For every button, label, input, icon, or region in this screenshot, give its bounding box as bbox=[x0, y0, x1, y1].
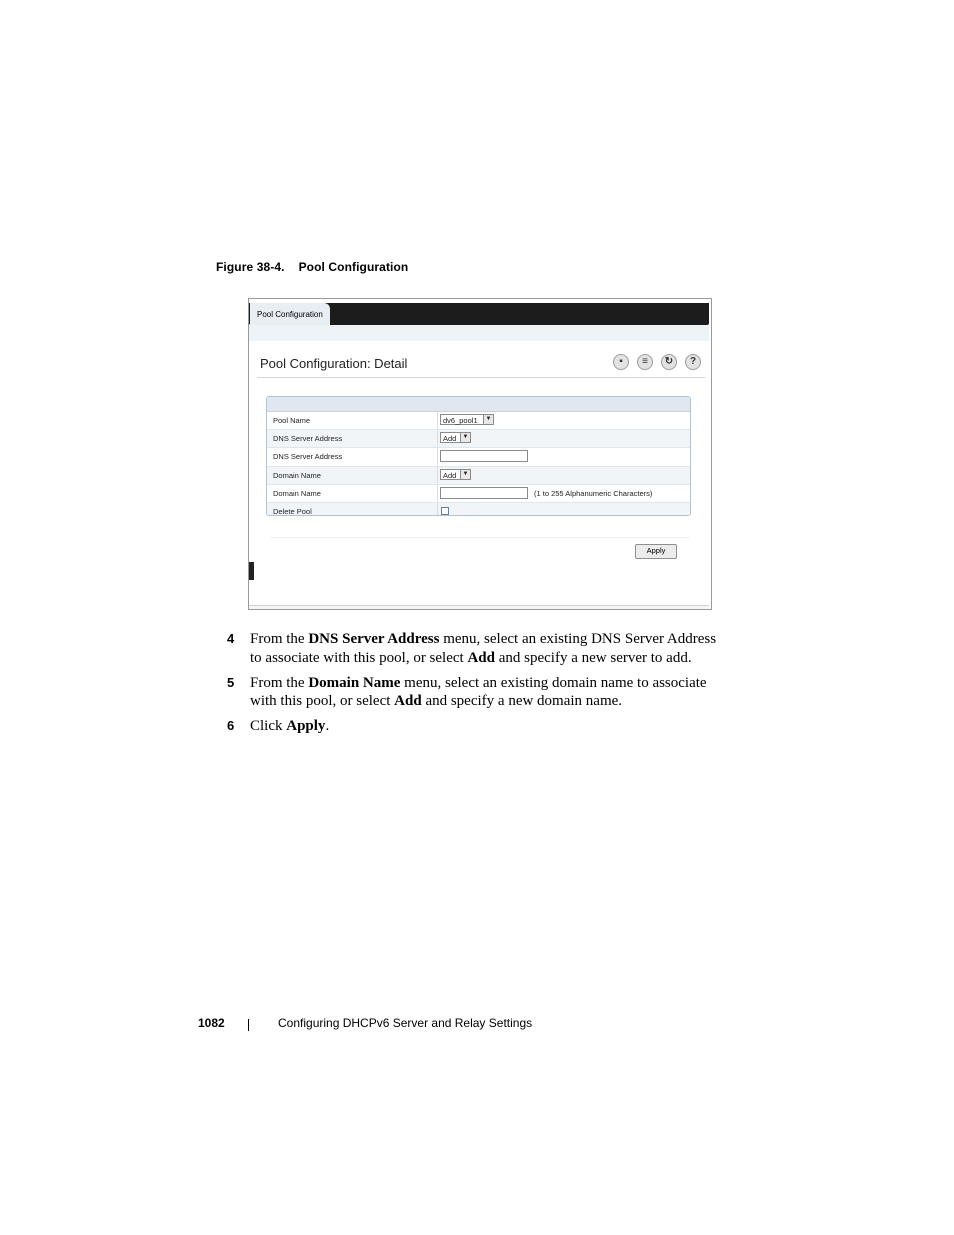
row-label: Pool Name bbox=[273, 416, 311, 425]
chevron-down-icon: ▼ bbox=[483, 415, 493, 424]
table-row bbox=[267, 467, 690, 485]
figure-title: Pool Configuration bbox=[298, 260, 409, 274]
field-hint: (1 to 255 Alphanumeric Characters) bbox=[534, 488, 653, 498]
table-row bbox=[267, 412, 690, 430]
chevron-down-icon: ▼ bbox=[460, 470, 470, 479]
row-label: Domain Name bbox=[273, 470, 321, 480]
page-title: Pool Configuration: Detail bbox=[260, 356, 408, 371]
tab-pool-configuration[interactable]: Pool Configuration bbox=[250, 303, 330, 325]
panel-header bbox=[267, 397, 690, 412]
row-label: DNS Server Address bbox=[273, 434, 343, 444]
step-item: 5 From the Domain Name menu, select an existing domain name to associate with this pool, or select Add and specify a new domain name. bbox=[227, 674, 707, 709]
save-icon[interactable]: ▪ bbox=[613, 354, 629, 370]
chevron-down-icon: ▼ bbox=[460, 433, 470, 442]
figure-number: Figure 38-4. bbox=[216, 260, 285, 274]
row-label: Delete Pool bbox=[273, 506, 312, 516]
row-label: DNS Server Address bbox=[273, 452, 343, 462]
dns-server-select[interactable]: Add ▼ bbox=[440, 432, 471, 443]
side-handle[interactable] bbox=[249, 562, 254, 580]
pool-name-select[interactable]: dv6_pool1 ▼ bbox=[440, 414, 494, 425]
domain-name-input[interactable] bbox=[440, 487, 528, 499]
step-item: 6 Click Apply. bbox=[227, 718, 330, 734]
page-footer bbox=[198, 1016, 533, 1030]
sub-bar bbox=[249, 325, 709, 341]
figure-caption bbox=[216, 260, 408, 274]
instruction-steps bbox=[227, 630, 717, 742]
screenshot-figure bbox=[248, 298, 712, 610]
toolbar bbox=[613, 354, 701, 370]
delete-pool-checkbox[interactable] bbox=[441, 507, 449, 515]
step-item: 4 From the DNS Server Address menu, select an existing DNS Server Address to associate with this pool, or select Add and specify a new server to add. bbox=[227, 631, 717, 666]
dns-server-input[interactable] bbox=[440, 450, 528, 462]
divider bbox=[271, 537, 689, 538]
apply-button[interactable]: Apply bbox=[635, 544, 677, 559]
title-divider bbox=[257, 377, 705, 378]
table-row bbox=[267, 448, 690, 466]
table-row bbox=[267, 430, 690, 448]
footer-divider bbox=[248, 1019, 249, 1031]
chapter-title: Configuring DHCPv6 Server and Relay Settings bbox=[278, 1016, 533, 1030]
print-icon[interactable]: ≡ bbox=[637, 354, 653, 370]
bottom-bar bbox=[249, 605, 709, 610]
help-icon[interactable]: ? bbox=[685, 354, 701, 370]
config-panel bbox=[266, 396, 691, 516]
page-number: 1082 bbox=[198, 1016, 225, 1030]
table-row bbox=[267, 503, 690, 516]
row-label: Domain Name bbox=[273, 488, 321, 498]
domain-name-select[interactable]: Add ▼ bbox=[440, 469, 471, 480]
refresh-icon[interactable]: ↻ bbox=[661, 354, 677, 370]
table-row bbox=[267, 485, 690, 503]
